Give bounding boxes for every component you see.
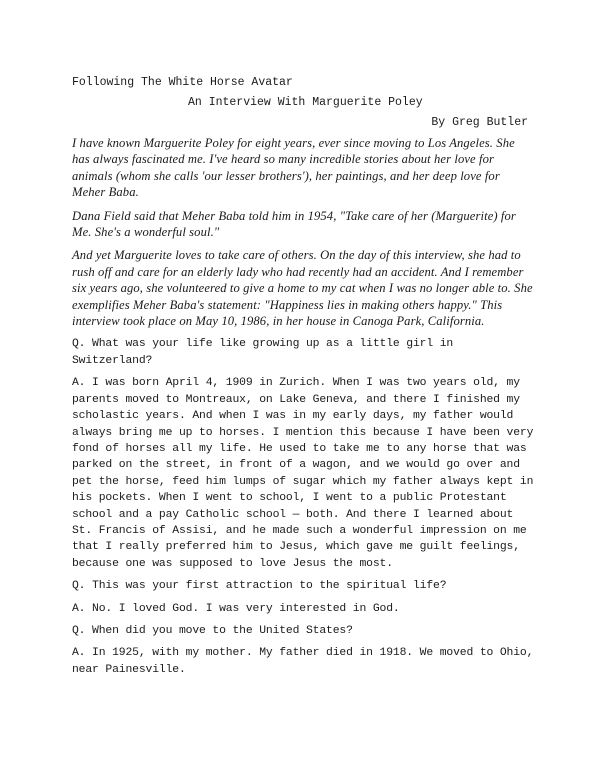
author-byline: By Greg Butler bbox=[431, 116, 528, 129]
intro-paragraph: Dana Field said that Meher Baba told him in 1954, "Take care of her (Marguerite) for Me. She's a wonderful soul." bbox=[72, 208, 516, 240]
interview-question: Q. What was your life like growing up as a little girl in Switzerland? bbox=[72, 338, 454, 367]
interview-answer: A. I was born April 4, 1909 in Zurich. When I was two years old, my parents moved to Montreaux, on Lake Geneva, and there I finished my scholastic years. And when I was in my early days, my father would always bring me up to horses. I mention this because I have been very fond of horses all my life. He used to take me to any horse that was parked on the street, in front of a wagon, and we would go over and pet the horse, feed him lumps of sugar which my father always kept in his pockets. When I went to school, I went to a public Protestant school and a pay Catholic school — both. And there I learned about St. Francis of Assisi, and he made such a wonderful impression on me that I really preferred him to Jesus, which gave me guilt feelings, because one was supposed to love Jesus the most. bbox=[72, 377, 534, 570]
document-subtitle: An Interview With Marguerite Poley bbox=[188, 96, 423, 109]
intro-paragraph: I have known Marguerite Poley for eight years, ever since moving to Los Angeles. She has always fascinated me. I've heard so many incredible stories about her love for animals (whom she calls 'our lesser brothers'), her paintings, and her deep love for Meher Baba. bbox=[72, 136, 515, 200]
interview-answer: A. In 1925, with my mother. My father died in 1918. We moved to Ohio, near Painesville. bbox=[72, 647, 534, 676]
intro-paragraph: And yet Marguerite loves to take care of others. On the day of this interview, she had to rush off and care for an elderly lady who had recently had an accident. And I remember six years ago, she volunteered to give a home to my cat when I was no longer able to. She exemplifies Meher Baba's statement: "Happiness lies in making others happy." This interview took place on May 10, 1986, in her house in Canoga Park, California. bbox=[72, 248, 533, 329]
interview-question: Q. When did you move to the United States? bbox=[72, 624, 353, 637]
interview-question: Q. This was your first attraction to the spiritual life? bbox=[72, 580, 447, 593]
document-title: Following The White Horse Avatar bbox=[72, 76, 293, 89]
interview-answer: A. No. I loved God. I was very interested in God. bbox=[72, 602, 400, 615]
article-body bbox=[72, 135, 534, 684]
